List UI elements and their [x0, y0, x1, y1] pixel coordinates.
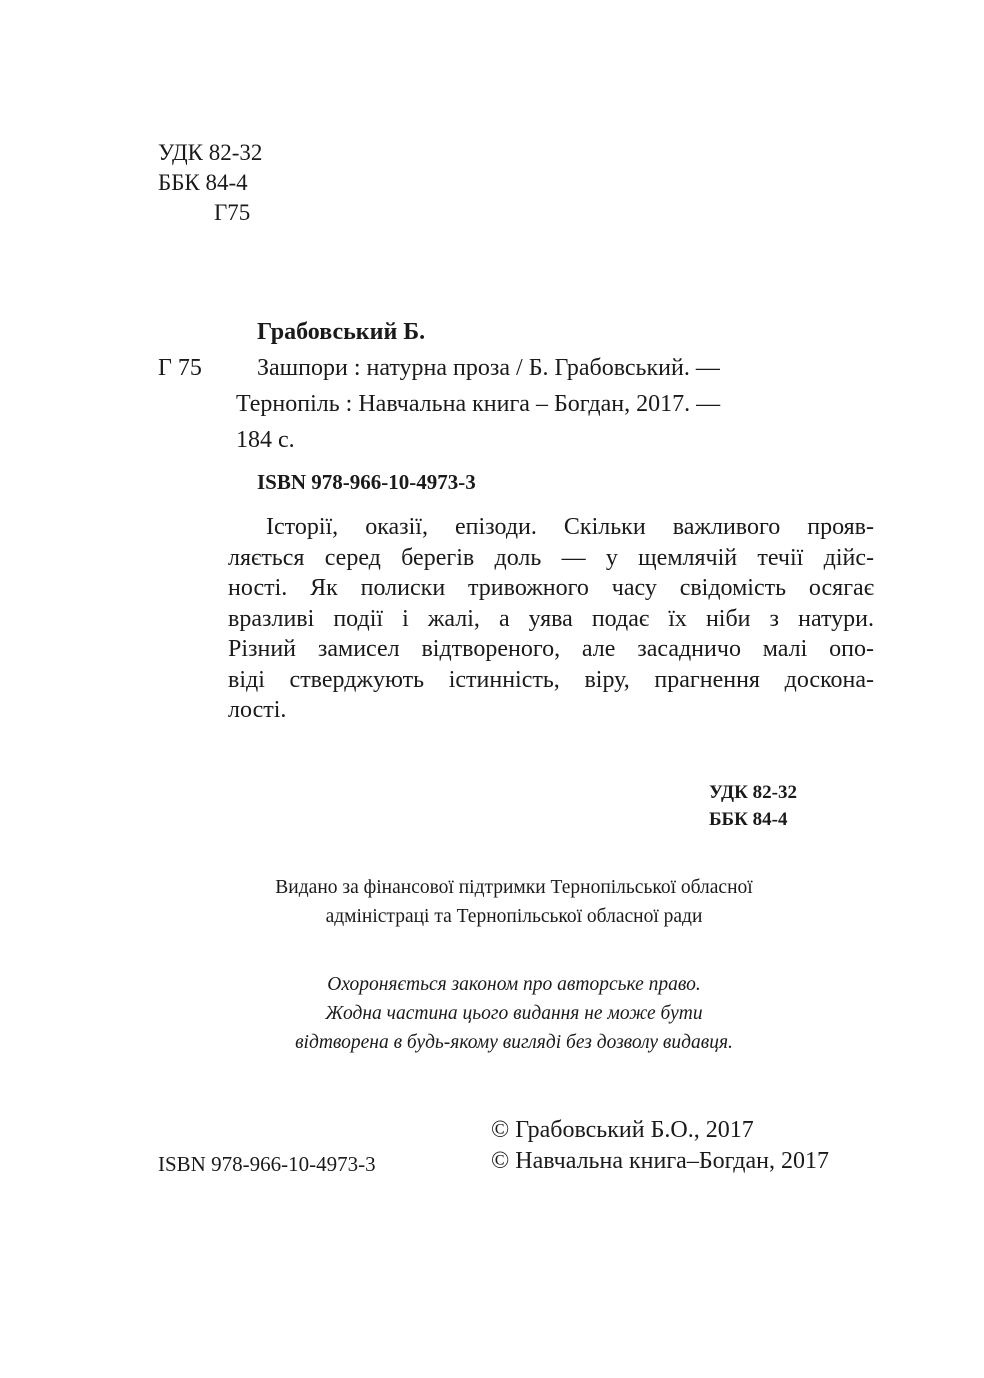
annotation-line: Різний замисел відтвореного, але засадничо малі опо-	[228, 636, 874, 662]
bibliographic-line-2: Тернопіль : Навчальна книга – Богдан, 2017. —	[236, 391, 721, 417]
support-note-line: Видано за фінансової підтримки Тернопільської обласної	[275, 877, 753, 898]
copyright-author: © Грабовський Б.О., 2017	[491, 1117, 754, 1143]
support-note-line: адміністраці та Тернопільської обласної ради	[325, 906, 703, 927]
annotation-paragraph	[228, 512, 874, 726]
isbn-entry: ISBN 978-966-10-4973-3	[257, 470, 476, 494]
copyright-notice	[0, 970, 984, 1057]
author-mark: Г 75	[158, 355, 202, 381]
udk-code-bottom: УДК 82-32	[709, 782, 797, 803]
annotation-line: ності. Як полиски тривожного часу свідомість осягає	[228, 575, 874, 601]
isbn-footer: ISBN 978-966-10-4973-3	[158, 1152, 376, 1176]
annotation-line: ляється серед берегів доль — у щемлячій течії дійс-	[228, 544, 874, 571]
copyright-publisher: © Навчальна книга–Богдан, 2017	[491, 1148, 829, 1174]
copyright-notice-line: Охороняється законом про авторське право.	[327, 974, 701, 995]
bbk-code-bottom: ББК 84-4	[709, 809, 788, 830]
bbk-code-top: ББК 84-4	[158, 170, 248, 195]
bibliographic-line-1: Зашпори : натурна проза / Б. Грабовський. —	[257, 355, 720, 381]
author-name: Грабовський Б.	[257, 319, 426, 345]
author-mark-top: Г75	[214, 200, 251, 225]
annotation-line: віді стверджують істинність, віру, прагнення доскона-	[228, 666, 874, 693]
support-note	[0, 873, 984, 931]
annotation-line: Історії, оказії, епізоди. Скільки важливого прояв-	[266, 514, 874, 540]
copyright-notice-line: Жодна частина цього видання не може бути	[325, 1003, 703, 1024]
udk-code-top: УДК 82-32	[158, 140, 263, 165]
bibliographic-line-3: 184 с.	[236, 427, 295, 453]
annotation-line: вразливі події і жалі, а уява подає їх ніби з натури.	[228, 605, 874, 632]
copyright-notice-line: відтворена в будь-якому вигляді без дозволу видавця.	[295, 1032, 733, 1053]
annotation-line: лості.	[228, 697, 287, 723]
